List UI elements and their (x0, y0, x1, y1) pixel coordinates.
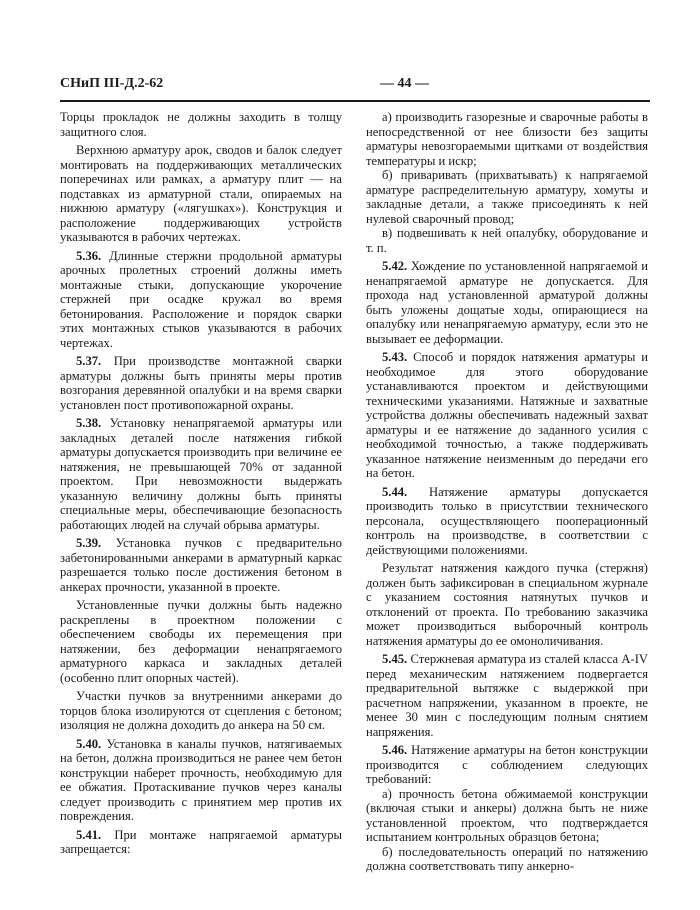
clause-number: 5.38. (76, 416, 102, 430)
list-item: а) производить газорезные и сварочные работы в непосредственной от нее близости без защиты арматуры невозгораемыми щитками от воздействия температуры и искр; (366, 110, 648, 168)
clause-5-44: 5.44. Натяжение арматуры допускается производить только в присутствии технического персонала, осуществляющего пооперационный контроль на производстве, в соответствии с действующими положениями. (366, 484, 648, 557)
paragraph: Результат натяжения каждого пучка (стержня) должен быть зафиксирован в специальном журнале с указанием состояния натянутых пучков и отклонений от проекта. По требованию заказчика может производиться выборочный контроль натяжения арматуры до ее омоноличивания. (366, 561, 648, 648)
paragraph: Установленные пучки должны быть надежно раскреплены в проектном положении с обеспечением свободы их перемещения при натяжении, без деформации ненапрягаемого арматурного каркаса и закладных деталей (особенно плит опорных частей). (60, 598, 342, 685)
clause-5-40: 5.40. Установка в каналы пучков, натягиваемых на бетон, должна производиться не ранее чем бетон конструкции наберет прочность, необходимую для ее обжатия. Протаскивание пучков через каналы следует производить с принятием мер против их повреждения. (60, 736, 342, 823)
list-item: а) прочность бетона обжимаемой конструкции (включая стыки и анкеры) должна быть не ниже установленной проектом, что подтверждается испытанием контрольных образцов бетона; (366, 786, 648, 844)
clause-number: 5.42. (382, 259, 408, 273)
page-number: — 44 — (380, 76, 429, 91)
clause-5-36: 5.36. Длинные стержни продольной арматуры арочных пролетных строений должны иметь монтажные стыки, допускающие укорочение стержней при осадке кружал во время бетонирования. Расположение и порядок сварки этих монтажных стыков указываются в рабочих чертежах. (60, 248, 342, 350)
list-item: б) приваривать (прихватывать) к напрягаемой арматуре распределительную арматуру, хомуты и закладные детали, а также присоединять к ней нулевой сварочный провод; (366, 168, 648, 226)
list-item: в) подвешивать к ней опалубку, оборудование и т. п. (366, 226, 648, 255)
document-code: СНиП III-Д.2-62 (60, 76, 164, 91)
clause-5-43: 5.43. Способ и порядок натяжения арматуры и необходимое для этого оборудование устанавливаются проектом и действующими техническими указаниями. Натяжные и захватные устройства должны обеспечивать надежный захват арматуры и ее натяжение до заданного усилия с необходимой точностью, а также поддерживать указанное натяжение неизменным до передачи его на бетон. (366, 350, 648, 480)
clause-number: 5.37. (76, 354, 102, 368)
clause-5-42: 5.42. Хождение по установленной напрягаемой и ненапрягаемой арматуре не допускается. Для прохода над установленной арматурой должны быть уложены дощатые ходы, опирающиеся на опалубку или ненапрягаемую арматуру, если это не вызывает ее деформации. (366, 259, 649, 346)
clause-5-38: 5.38. Установку ненапрягаемой арматуры или закладных деталей после натяжения гибкой арматуры допускается производить при величине ее натяжения, не превышающей 70% от заданной проектом. При невозможности выдержать указанную величину должны быть приняты специальные меры, обеспечивающие безопасность работающих людей на случай обрыва арматуры. (60, 416, 342, 532)
list-item: б) последовательность операций по натяжению должна соответствовать типу анкерно- (366, 844, 648, 873)
clause-5-39: 5.39. Установка пучков с предварительно забетонированными анкерами в арматурный каркас разрешается только после достижения бетоном в анкерах прочности, указанной в проекте. (60, 536, 342, 594)
clause-5-41: 5.41. При монтаже напрягаемой арматуры запрещается: (60, 827, 342, 856)
clause-5-37: 5.37. При производстве монтажной сварки арматуры должны быть приняты меры против возгорания деревянной опалубки и на время сварки установлен пост противопожарной охраны. (60, 354, 342, 412)
clause-number: 5.40. (76, 736, 102, 751)
clause-5-46: 5.46. Натяжение арматуры на бетон конструкции производится с соблюдением следующих требований: (366, 743, 648, 786)
clause-number: 5.41. (76, 827, 102, 842)
paragraph: Торцы прокладок не должны заходить в толщу защитного слоя. (60, 110, 342, 139)
right-column (366, 110, 648, 874)
paragraph: Участки пучков за внутренними анкерами до торцов блока изолируются от сцепления с бетоном; изоляция не должна доходить до анкера на 50 см. (60, 689, 342, 732)
clause-number: 5.39. (76, 536, 102, 550)
header-rule (60, 100, 650, 102)
clause-number: 5.36. (76, 248, 102, 263)
clause-number: 5.43. (382, 350, 408, 364)
paragraph: Верхнюю арматуру арок, сводов и балок следует монтировать на поддерживающих металлических поперечинах или рамках, а арматуру плит — на подставках из арматурной стали, опираемых на нижнюю арматуру («лягушках»). Конструкция и расположение поддерживающих устройств указываются в рабочих чертежах. (60, 143, 342, 244)
clause-number: 5.44. (382, 484, 408, 499)
clause-number: 5.45. (382, 652, 408, 666)
page-header (60, 76, 650, 96)
clause-number: 5.46. (382, 743, 408, 757)
left-column (60, 110, 342, 857)
clause-5-45: 5.45. Стержневая арматура из сталей класса А-IV перед механическим натяжением подвергается предварительной вытяжке с выдержкой при расчетном напряжении, указанном в проекте, не менее 30 мин с последующим полным снятием напряжения. (366, 652, 648, 739)
